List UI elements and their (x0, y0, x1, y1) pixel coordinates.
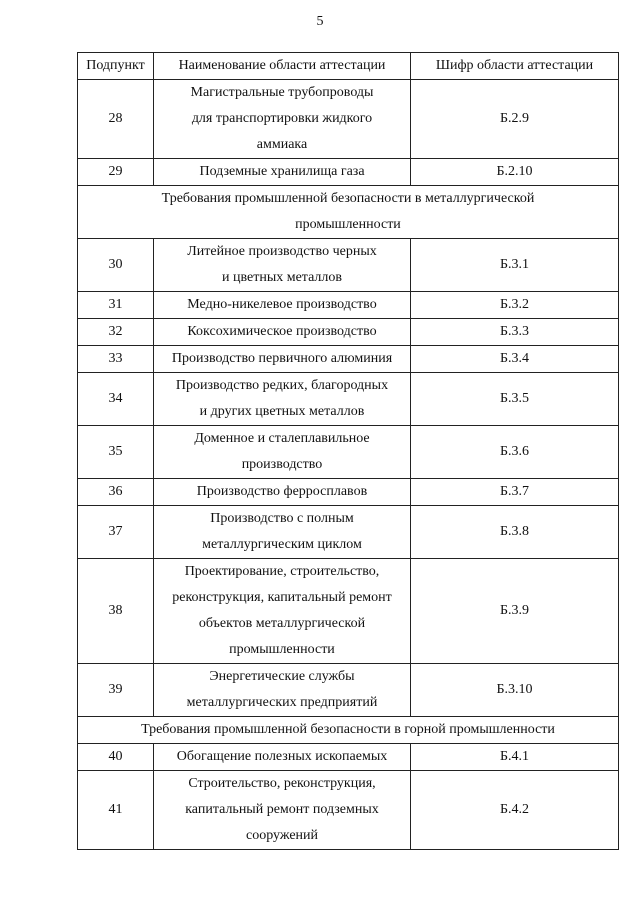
table-row (78, 159, 619, 186)
area-code: Б.4.2 (411, 771, 619, 850)
table-row (78, 744, 619, 771)
area-code: Б.3.6 (411, 426, 619, 479)
section-title: Требования промышленной безопасности в металлургической промышленности (78, 186, 619, 239)
area-code: Б.2.10 (411, 159, 619, 186)
area-name: Производство ферросплавов (154, 479, 411, 506)
table-row (78, 426, 619, 479)
area-code: Б.4.1 (411, 744, 619, 771)
section-row (78, 186, 619, 239)
area-code: Б.2.9 (411, 80, 619, 159)
area-code: Б.3.4 (411, 346, 619, 373)
subitem-number: 36 (78, 479, 154, 506)
table-row (78, 479, 619, 506)
table-row (78, 506, 619, 559)
table-row (78, 559, 619, 664)
header-subitem: Подпункт (78, 53, 154, 80)
area-code: Б.3.1 (411, 239, 619, 292)
area-code: Б.3.10 (411, 664, 619, 717)
area-code: Б.3.2 (411, 292, 619, 319)
subitem-number: 28 (78, 80, 154, 159)
subitem-number: 30 (78, 239, 154, 292)
area-code: Б.3.8 (411, 506, 619, 559)
table-header-row (78, 53, 619, 80)
subitem-number: 38 (78, 559, 154, 664)
table-row (78, 80, 619, 159)
area-name: Производство первичного алюминия (154, 346, 411, 373)
table-body (78, 80, 619, 850)
area-code: Б.3.5 (411, 373, 619, 426)
table-row (78, 319, 619, 346)
area-name: Доменное и сталеплавильное производство (154, 426, 411, 479)
section-title: Требования промышленной безопасности в горной промышленности (78, 717, 619, 744)
subitem-number: 39 (78, 664, 154, 717)
area-name: Строительство, реконструкция, капитальный ремонт подземных сооружений (154, 771, 411, 850)
subitem-number: 41 (78, 771, 154, 850)
section-row (78, 717, 619, 744)
area-name: Производство редких, благородных и других цветных металлов (154, 373, 411, 426)
subitem-number: 35 (78, 426, 154, 479)
area-name: Производство с полным металлургическим циклом (154, 506, 411, 559)
table-row (78, 292, 619, 319)
subitem-number: 31 (78, 292, 154, 319)
header-area-code: Шифр области аттестации (411, 53, 619, 80)
table-row (78, 664, 619, 717)
attestation-table (77, 52, 619, 850)
header-area-name: Наименование области аттестации (154, 53, 411, 80)
table-row (78, 239, 619, 292)
page-number: 5 (316, 14, 324, 29)
area-name: Литейное производство черных и цветных металлов (154, 239, 411, 292)
table-row (78, 346, 619, 373)
area-name: Магистральные трубопроводы для транспортировки жидкого аммиака (154, 80, 411, 159)
area-name: Обогащение полезных ископаемых (154, 744, 411, 771)
area-code: Б.3.3 (411, 319, 619, 346)
area-code: Б.3.9 (411, 559, 619, 664)
table-row (78, 771, 619, 850)
subitem-number: 32 (78, 319, 154, 346)
subitem-number: 37 (78, 506, 154, 559)
subitem-number: 40 (78, 744, 154, 771)
subitem-number: 33 (78, 346, 154, 373)
area-code: Б.3.7 (411, 479, 619, 506)
area-name: Медно-никелевое производство (154, 292, 411, 319)
subitem-number: 29 (78, 159, 154, 186)
area-name: Проектирование, строительство, реконструкция, капитальный ремонт объектов металлургической промышленности (154, 559, 411, 664)
table-row (78, 373, 619, 426)
area-name: Подземные хранилища газа (154, 159, 411, 186)
subitem-number: 34 (78, 373, 154, 426)
area-name: Коксохимическое производство (154, 319, 411, 346)
area-name: Энергетические службы металлургических предприятий (154, 664, 411, 717)
